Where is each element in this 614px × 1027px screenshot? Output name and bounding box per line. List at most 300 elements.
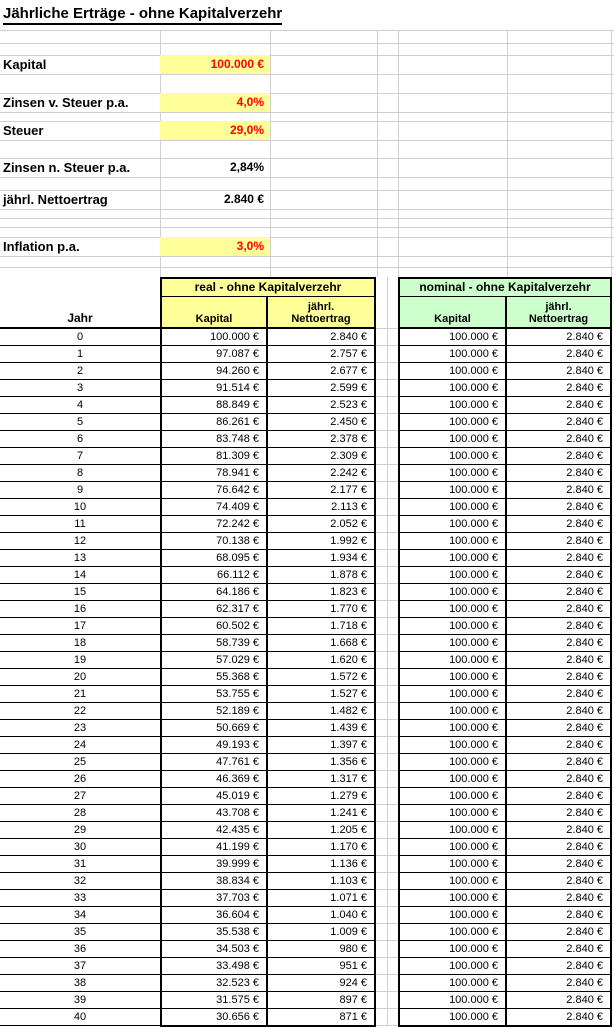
page-title: Jährliche Erträge - ohne Kapitalverzehr: [3, 5, 282, 25]
year-cell[interactable]: 28: [0, 805, 160, 822]
nominal-nettoertrag-cell[interactable]: 2.840 €: [566, 909, 603, 921]
nominal-nettoertrag-cell[interactable]: 2.840 €: [566, 960, 603, 972]
gap-row: [376, 1009, 398, 1026]
table-row: [400, 533, 610, 550]
real-kapital-cell[interactable]: 39.999 €: [162, 856, 268, 872]
nominal-nettoertrag-cell[interactable]: 2.840 €: [566, 331, 603, 343]
table-gap-column: [376, 277, 398, 1026]
nominal-kapital-cell[interactable]: 100.000 €: [400, 448, 507, 464]
nominal-kapital-cell[interactable]: 100.000 €: [400, 873, 507, 889]
year-cell[interactable]: 35: [0, 924, 160, 941]
real-nettoertrag-cell[interactable]: 2.113 €: [331, 501, 367, 513]
table-row: [162, 839, 374, 856]
gridline-horizontal: [0, 43, 614, 44]
gap-row: [376, 431, 398, 448]
real-nettoertrag-cell[interactable]: 1.170 €: [330, 841, 367, 853]
table-row: [400, 805, 610, 822]
param-input-cell-zinsen-vor-steuer[interactable]: 4,0%: [160, 93, 270, 112]
gap-row: [376, 601, 398, 618]
year-cell[interactable]: 17: [0, 618, 160, 635]
year-cell[interactable]: 21: [0, 686, 160, 703]
real-nettoertrag-cell[interactable]: 1.992 €: [330, 535, 367, 547]
year-cell[interactable]: 20: [0, 669, 160, 686]
nominal-nettoertrag-cell[interactable]: 2.840 €: [566, 977, 603, 989]
param-result-cell-zinsen-nach-steuer: 2,84%: [229, 160, 264, 174]
table-row: [400, 737, 610, 754]
table-row: [400, 465, 610, 482]
table-row: [400, 652, 610, 669]
nominal-kapital-cell[interactable]: 100.000 €: [400, 465, 507, 481]
year-cell[interactable]: 38: [0, 975, 160, 992]
param-row-kapital: [0, 55, 614, 74]
nominal-kapital-cell[interactable]: 100.000 €: [400, 890, 507, 906]
nominal-nettoertrag-cell[interactable]: 2.840 €: [566, 365, 603, 377]
table-row: [162, 448, 374, 465]
real-nettoertrag-cell[interactable]: 1.397 €: [330, 739, 367, 751]
nominal-kapital-cell[interactable]: 100.000 €: [400, 329, 507, 345]
real-kapital-cell[interactable]: 52.189 €: [162, 703, 268, 719]
gap-row: [376, 516, 398, 533]
nominal-table-title: nominal - ohne Kapitalverzehr: [400, 279, 610, 297]
nominal-kapital-cell[interactable]: 100.000 €: [400, 380, 507, 396]
year-column-header: [0, 277, 160, 329]
header-label-line1: jährl.: [545, 301, 572, 313]
nominal-kapital-cell[interactable]: 100.000 €: [400, 754, 507, 770]
year-cell[interactable]: 3: [0, 380, 160, 397]
real-kapital-cell[interactable]: 70.138 €: [162, 533, 268, 549]
real-nettoertrag-cell[interactable]: 2.177 €: [330, 484, 367, 496]
nominal-kapital-cell[interactable]: 100.000 €: [400, 805, 507, 821]
nominal-nettoertrag-cell[interactable]: 2.840 €: [566, 654, 603, 666]
real-nettoertrag-cell[interactable]: 2.450 €: [330, 416, 367, 428]
nominal-kapital-cell[interactable]: 100.000 €: [400, 856, 507, 872]
nominal-nettoertrag-cell[interactable]: 2.840 €: [566, 926, 603, 938]
real-table: [160, 277, 376, 1027]
real-nettoertrag-cell[interactable]: 980 €: [339, 943, 367, 955]
table-row: [162, 992, 374, 1009]
real-kapital-cell[interactable]: 49.193 €: [162, 737, 268, 753]
nominal-nettoertrag-cell[interactable]: 2.840 €: [566, 484, 603, 496]
nominal-nettoertrag-cell[interactable]: 2.840 €: [566, 433, 603, 445]
table-row: [400, 635, 610, 652]
param-input-cell-steuer[interactable]: 29,0%: [160, 121, 270, 140]
nominal-nettoertrag-cell[interactable]: 2.840 €: [566, 1011, 603, 1023]
real-nettoertrag-cell[interactable]: 1.439 €: [330, 722, 367, 734]
nominal-nettoertrag-cell[interactable]: 2.840 €: [566, 824, 603, 836]
real-kapital-cell[interactable]: 62.317 €: [162, 601, 268, 617]
real-kapital-cell[interactable]: 81.309 €: [162, 448, 268, 464]
table-row: [162, 924, 374, 941]
nominal-nettoertrag-cell[interactable]: 2.840 €: [566, 892, 603, 904]
year-cell[interactable]: 24: [0, 737, 160, 754]
real-kapital-cell[interactable]: 83.748 €: [162, 431, 268, 447]
nominal-nettoertrag-cell[interactable]: 2.840 €: [566, 501, 603, 513]
year-cell[interactable]: 2: [0, 363, 160, 380]
year-cell[interactable]: 1: [0, 346, 160, 363]
real-nettoertrag-cell[interactable]: 2.757 €: [330, 348, 367, 360]
table-row: [400, 516, 610, 533]
nominal-kapital-cell[interactable]: 100.000 €: [400, 584, 507, 600]
gap-row: [376, 686, 398, 703]
nominal-kapital-cell[interactable]: 100.000 €: [400, 975, 507, 991]
year-cell[interactable]: 14: [0, 567, 160, 584]
gap-row: [376, 448, 398, 465]
nominal-kapital-cell[interactable]: 100.000 €: [400, 737, 507, 753]
year-cell[interactable]: 18: [0, 635, 160, 652]
real-nettoertrag-cell[interactable]: 2.599 €: [330, 382, 367, 394]
param-row-inflation: [0, 237, 614, 256]
table-row: [162, 635, 374, 652]
year-cell[interactable]: 4: [0, 397, 160, 414]
real-kapital-cell[interactable]: 91.514 €: [162, 380, 268, 396]
real-nettoertrag-cell[interactable]: 2.309 €: [330, 450, 367, 462]
year-cell[interactable]: 29: [0, 822, 160, 839]
nominal-nettoertrag-cell[interactable]: 2.840 €: [566, 399, 603, 411]
real-kapital-cell[interactable]: 94.260 €: [162, 363, 268, 379]
table-row: [162, 686, 374, 703]
tables-area: [0, 277, 612, 1027]
nominal-table-rows: [400, 329, 610, 1025]
nominal-kapital-cell[interactable]: 100.000 €: [400, 499, 507, 515]
nominal-kapital-cell[interactable]: 100.000 €: [400, 822, 507, 838]
table-row: [162, 941, 374, 958]
year-cell[interactable]: 9: [0, 482, 160, 499]
nominal-kapital-cell[interactable]: 100.000 €: [400, 992, 507, 1008]
real-kapital-cell[interactable]: 53.755 €: [162, 686, 268, 702]
nominal-kapital-header: [400, 297, 507, 327]
year-cell[interactable]: 5: [0, 414, 160, 431]
table-row: [400, 754, 610, 771]
table-row: [400, 329, 610, 346]
real-nettoertrag-cell[interactable]: 2.523 €: [330, 399, 367, 411]
nominal-nettoertrag-cell[interactable]: 2.840 €: [566, 603, 603, 615]
nominal-nettoertrag-header: [507, 297, 610, 327]
year-cell[interactable]: 31: [0, 856, 160, 873]
gap-row: [376, 941, 398, 958]
table-row: [162, 907, 374, 924]
nominal-nettoertrag-cell[interactable]: 2.840 €: [566, 705, 603, 717]
real-kapital-cell[interactable]: 34.503 €: [162, 941, 268, 957]
gap-row: [376, 482, 398, 499]
real-nettoertrag-cell[interactable]: 871 €: [339, 1011, 367, 1023]
nominal-nettoertrag-cell[interactable]: 2.840 €: [566, 637, 603, 649]
real-kapital-cell[interactable]: 46.369 €: [162, 771, 268, 787]
nominal-nettoertrag-cell[interactable]: 2.840 €: [566, 552, 603, 564]
nominal-kapital-cell[interactable]: 100.000 €: [400, 652, 507, 668]
real-nettoertrag-cell[interactable]: 1.878 €: [330, 569, 367, 581]
year-cell[interactable]: 27: [0, 788, 160, 805]
real-nettoertrag-cell[interactable]: 2.840 €: [330, 331, 367, 343]
nominal-nettoertrag-cell[interactable]: 2.840 €: [566, 382, 603, 394]
table-row: [162, 958, 374, 975]
nominal-kapital-cell[interactable]: 100.000 €: [400, 924, 507, 940]
real-kapital-cell[interactable]: 64.186 €: [162, 584, 268, 600]
table-row: [162, 703, 374, 720]
nominal-nettoertrag-cell[interactable]: 2.840 €: [566, 569, 603, 581]
table-row: [400, 873, 610, 890]
table-row: [400, 958, 610, 975]
real-kapital-cell[interactable]: 76.642 €: [162, 482, 268, 498]
real-kapital-cell[interactable]: 43.708 €: [162, 805, 268, 821]
nominal-kapital-cell[interactable]: 100.000 €: [400, 771, 507, 787]
nominal-nettoertrag-cell[interactable]: 2.840 €: [566, 722, 603, 734]
nominal-nettoertrag-cell[interactable]: 2.840 €: [566, 450, 603, 462]
nominal-nettoertrag-cell[interactable]: 2.840 €: [566, 943, 603, 955]
table-row: [400, 839, 610, 856]
param-row-steuer: [0, 121, 614, 140]
table-row: [162, 516, 374, 533]
real-kapital-cell[interactable]: 97.087 €: [162, 346, 268, 362]
table-row: [162, 329, 374, 346]
real-nettoertrag-cell[interactable]: 924 €: [339, 977, 367, 989]
real-nettoertrag-cell[interactable]: 1.279 €: [330, 790, 367, 802]
real-table-rows: [162, 329, 374, 1025]
param-label: Steuer: [3, 123, 44, 138]
real-nettoertrag-cell[interactable]: 1.040 €: [330, 909, 367, 921]
nominal-nettoertrag-cell[interactable]: 2.840 €: [566, 518, 603, 530]
real-kapital-cell[interactable]: 38.834 €: [162, 873, 268, 889]
nominal-kapital-cell[interactable]: 100.000 €: [400, 516, 507, 532]
nominal-nettoertrag-cell[interactable]: 2.840 €: [566, 467, 603, 479]
year-rows: [0, 329, 160, 1026]
real-kapital-cell[interactable]: 33.498 €: [162, 958, 268, 974]
nominal-kapital-cell[interactable]: 100.000 €: [400, 363, 507, 379]
real-nettoertrag-cell[interactable]: 951 €: [339, 960, 367, 972]
real-kapital-cell[interactable]: 36.604 €: [162, 907, 268, 923]
year-cell[interactable]: 40: [0, 1009, 160, 1026]
nominal-nettoertrag-cell[interactable]: 2.840 €: [566, 620, 603, 632]
real-nettoertrag-cell[interactable]: 1.770 €: [330, 603, 367, 615]
nominal-kapital-cell[interactable]: 100.000 €: [400, 635, 507, 651]
year-cell[interactable]: 12: [0, 533, 160, 550]
real-nettoertrag-cell[interactable]: 1.103 €: [330, 875, 367, 887]
table-row: [400, 1009, 610, 1025]
real-nettoertrag-cell[interactable]: 1.205 €: [330, 824, 367, 836]
param-input-cell-inflation[interactable]: 3,0%: [160, 237, 270, 256]
nominal-kapital-cell[interactable]: 100.000 €: [400, 346, 507, 362]
param-input-cell-kapital[interactable]: 100.000 €: [160, 55, 270, 74]
year-cell[interactable]: 30: [0, 839, 160, 856]
param-row-zinsen-nach-steuer: [0, 158, 614, 177]
year-cell[interactable]: 22: [0, 703, 160, 720]
nominal-nettoertrag-cell[interactable]: 2.840 €: [566, 807, 603, 819]
real-kapital-cell[interactable]: 31.575 €: [162, 992, 268, 1008]
table-row: [400, 448, 610, 465]
param-label: Zinsen n. Steuer p.a.: [3, 160, 131, 175]
real-nettoertrag-cell[interactable]: 897 €: [339, 994, 367, 1006]
table-row: [162, 533, 374, 550]
real-nettoertrag-cell[interactable]: 2.242 €: [330, 467, 367, 479]
gridline-horizontal: [0, 218, 614, 219]
param-result-cell-nettoertrag: 2.840 €: [223, 192, 264, 206]
real-nettoertrag-cell[interactable]: 2.378 €: [330, 433, 367, 445]
real-kapital-cell[interactable]: 60.502 €: [162, 618, 268, 634]
gap-row: [376, 584, 398, 601]
year-cell[interactable]: 19: [0, 652, 160, 669]
real-kapital-cell[interactable]: 32.523 €: [162, 975, 268, 991]
real-nettoertrag-cell[interactable]: 1.241 €: [330, 807, 367, 819]
real-kapital-cell[interactable]: 30.656 €: [162, 1009, 268, 1025]
table-row: [400, 924, 610, 941]
year-cell[interactable]: 6: [0, 431, 160, 448]
nominal-kapital-cell[interactable]: 100.000 €: [400, 567, 507, 583]
real-nettoertrag-cell[interactable]: 2.052 €: [330, 518, 367, 530]
nominal-kapital-cell[interactable]: 100.000 €: [400, 941, 507, 957]
real-kapital-cell[interactable]: 45.019 €: [162, 788, 268, 804]
gap-row: [376, 958, 398, 975]
real-kapital-cell[interactable]: 37.703 €: [162, 890, 268, 906]
nominal-kapital-cell[interactable]: 100.000 €: [400, 1009, 507, 1025]
gap-row: [376, 669, 398, 686]
year-cell[interactable]: 13: [0, 550, 160, 567]
nominal-kapital-cell[interactable]: 100.000 €: [400, 703, 507, 719]
year-cell[interactable]: 34: [0, 907, 160, 924]
nominal-kapital-cell[interactable]: 100.000 €: [400, 550, 507, 566]
real-nettoertrag-cell[interactable]: 1.823 €: [330, 586, 367, 598]
nominal-nettoertrag-cell[interactable]: 2.840 €: [566, 739, 603, 751]
nominal-kapital-cell[interactable]: 100.000 €: [400, 414, 507, 430]
nominal-kapital-cell[interactable]: 100.000 €: [400, 839, 507, 855]
nominal-nettoertrag-cell[interactable]: 2.840 €: [566, 841, 603, 853]
year-cell[interactable]: 23: [0, 720, 160, 737]
gridline-horizontal: [0, 112, 614, 113]
table-row: [162, 805, 374, 822]
real-nettoertrag-cell[interactable]: 1.317 €: [330, 773, 367, 785]
real-kapital-cell[interactable]: 66.112 €: [162, 567, 268, 583]
real-kapital-cell[interactable]: 72.242 €: [162, 516, 268, 532]
real-kapital-cell[interactable]: 50.669 €: [162, 720, 268, 736]
real-kapital-cell[interactable]: 74.409 €: [162, 499, 268, 515]
year-cell[interactable]: 36: [0, 941, 160, 958]
gap-row: [376, 771, 398, 788]
real-nettoertrag-cell[interactable]: 1.620 €: [330, 654, 367, 666]
table-row: [162, 788, 374, 805]
nominal-kapital-cell[interactable]: 100.000 €: [400, 686, 507, 702]
real-nettoertrag-cell[interactable]: 1.668 €: [330, 637, 367, 649]
nominal-kapital-cell[interactable]: 100.000 €: [400, 397, 507, 413]
real-nettoertrag-cell[interactable]: 1.527 €: [330, 688, 367, 700]
year-cell[interactable]: 32: [0, 873, 160, 890]
year-cell[interactable]: 39: [0, 992, 160, 1009]
nominal-nettoertrag-cell[interactable]: 2.840 €: [566, 790, 603, 802]
table-row: [400, 380, 610, 397]
table-row: [162, 652, 374, 669]
table-row: [400, 346, 610, 363]
nominal-nettoertrag-cell[interactable]: 2.840 €: [566, 875, 603, 887]
nominal-kapital-cell[interactable]: 100.000 €: [400, 618, 507, 634]
param-label: jährl. Nettoertrag: [3, 192, 108, 207]
nominal-nettoertrag-cell[interactable]: 2.840 €: [566, 671, 603, 683]
real-kapital-cell[interactable]: 86.261 €: [162, 414, 268, 430]
nominal-nettoertrag-cell[interactable]: 2.840 €: [566, 773, 603, 785]
table-row: [162, 414, 374, 431]
nominal-nettoertrag-cell[interactable]: 2.840 €: [566, 994, 603, 1006]
year-cell[interactable]: 16: [0, 601, 160, 618]
year-cell[interactable]: 8: [0, 465, 160, 482]
real-kapital-cell[interactable]: 47.761 €: [162, 754, 268, 770]
real-nettoertrag-cell[interactable]: 1.482 €: [330, 705, 367, 717]
table-row: [162, 584, 374, 601]
year-cell[interactable]: 11: [0, 516, 160, 533]
nominal-kapital-cell[interactable]: 100.000 €: [400, 431, 507, 447]
real-nettoertrag-cell[interactable]: 1.071 €: [330, 892, 367, 904]
nominal-kapital-cell[interactable]: 100.000 €: [400, 601, 507, 617]
real-kapital-cell[interactable]: 42.435 €: [162, 822, 268, 838]
year-cell[interactable]: 10: [0, 499, 160, 516]
nominal-nettoertrag-cell[interactable]: 2.840 €: [566, 756, 603, 768]
real-kapital-cell[interactable]: 35.538 €: [162, 924, 268, 940]
param-label: Inflation p.a.: [3, 239, 80, 254]
table-row: [162, 346, 374, 363]
nominal-kapital-cell[interactable]: 100.000 €: [400, 958, 507, 974]
table-row: [400, 720, 610, 737]
table-row: [162, 771, 374, 788]
nominal-kapital-cell[interactable]: 100.000 €: [400, 720, 507, 736]
nominal-kapital-cell[interactable]: 100.000 €: [400, 482, 507, 498]
year-cell[interactable]: 26: [0, 771, 160, 788]
table-row: [162, 380, 374, 397]
nominal-nettoertrag-cell[interactable]: 2.840 €: [566, 535, 603, 547]
real-table-header-row: [162, 297, 374, 329]
table-row: [400, 669, 610, 686]
year-cell[interactable]: 33: [0, 890, 160, 907]
real-kapital-cell[interactable]: 58.739 €: [162, 635, 268, 651]
real-nettoertrag-cell[interactable]: 1.356 €: [330, 756, 367, 768]
table-row: [162, 822, 374, 839]
table-row: [400, 788, 610, 805]
nominal-kapital-cell[interactable]: 100.000 €: [400, 907, 507, 923]
real-nettoertrag-cell[interactable]: 1.009 €: [330, 926, 367, 938]
year-cell[interactable]: 25: [0, 754, 160, 771]
real-kapital-cell[interactable]: 100.000 €: [162, 329, 268, 345]
real-kapital-cell[interactable]: 57.029 €: [162, 652, 268, 668]
gridline-horizontal: [0, 256, 614, 257]
nominal-nettoertrag-cell[interactable]: 2.840 €: [566, 688, 603, 700]
nominal-nettoertrag-cell[interactable]: 2.840 €: [566, 586, 603, 598]
real-kapital-cell[interactable]: 78.941 €: [162, 465, 268, 481]
table-row: [162, 873, 374, 890]
gap-row: [376, 907, 398, 924]
real-kapital-cell[interactable]: 88.849 €: [162, 397, 268, 413]
nominal-kapital-cell[interactable]: 100.000 €: [400, 533, 507, 549]
gap-row: [376, 822, 398, 839]
year-cell[interactable]: 37: [0, 958, 160, 975]
nominal-nettoertrag-cell[interactable]: 2.840 €: [566, 348, 603, 360]
year-cell[interactable]: 0: [0, 329, 160, 346]
nominal-nettoertrag-cell[interactable]: 2.840 €: [566, 858, 603, 870]
nominal-nettoertrag-cell[interactable]: 2.840 €: [566, 416, 603, 428]
real-nettoertrag-cell[interactable]: 2.677 €: [330, 365, 367, 377]
real-kapital-cell[interactable]: 41.199 €: [162, 839, 268, 855]
year-cell[interactable]: 7: [0, 448, 160, 465]
real-nettoertrag-cell[interactable]: 1.136 €: [330, 858, 367, 870]
real-kapital-cell[interactable]: 55.368 €: [162, 669, 268, 685]
nominal-kapital-cell[interactable]: 100.000 €: [400, 788, 507, 804]
year-cell[interactable]: 15: [0, 584, 160, 601]
gap-row: [376, 499, 398, 516]
real-nettoertrag-cell[interactable]: 1.934 €: [330, 552, 367, 564]
gridline-horizontal: [0, 74, 614, 75]
real-kapital-cell[interactable]: 68.095 €: [162, 550, 268, 566]
gap-row: [376, 856, 398, 873]
real-nettoertrag-cell[interactable]: 1.572 €: [330, 671, 367, 683]
table-row: [400, 703, 610, 720]
nominal-kapital-cell[interactable]: 100.000 €: [400, 669, 507, 685]
gridline-horizontal: [0, 267, 614, 268]
gap-row: [376, 635, 398, 652]
real-nettoertrag-cell[interactable]: 1.718 €: [330, 620, 367, 632]
gap-rows: [376, 329, 398, 1026]
